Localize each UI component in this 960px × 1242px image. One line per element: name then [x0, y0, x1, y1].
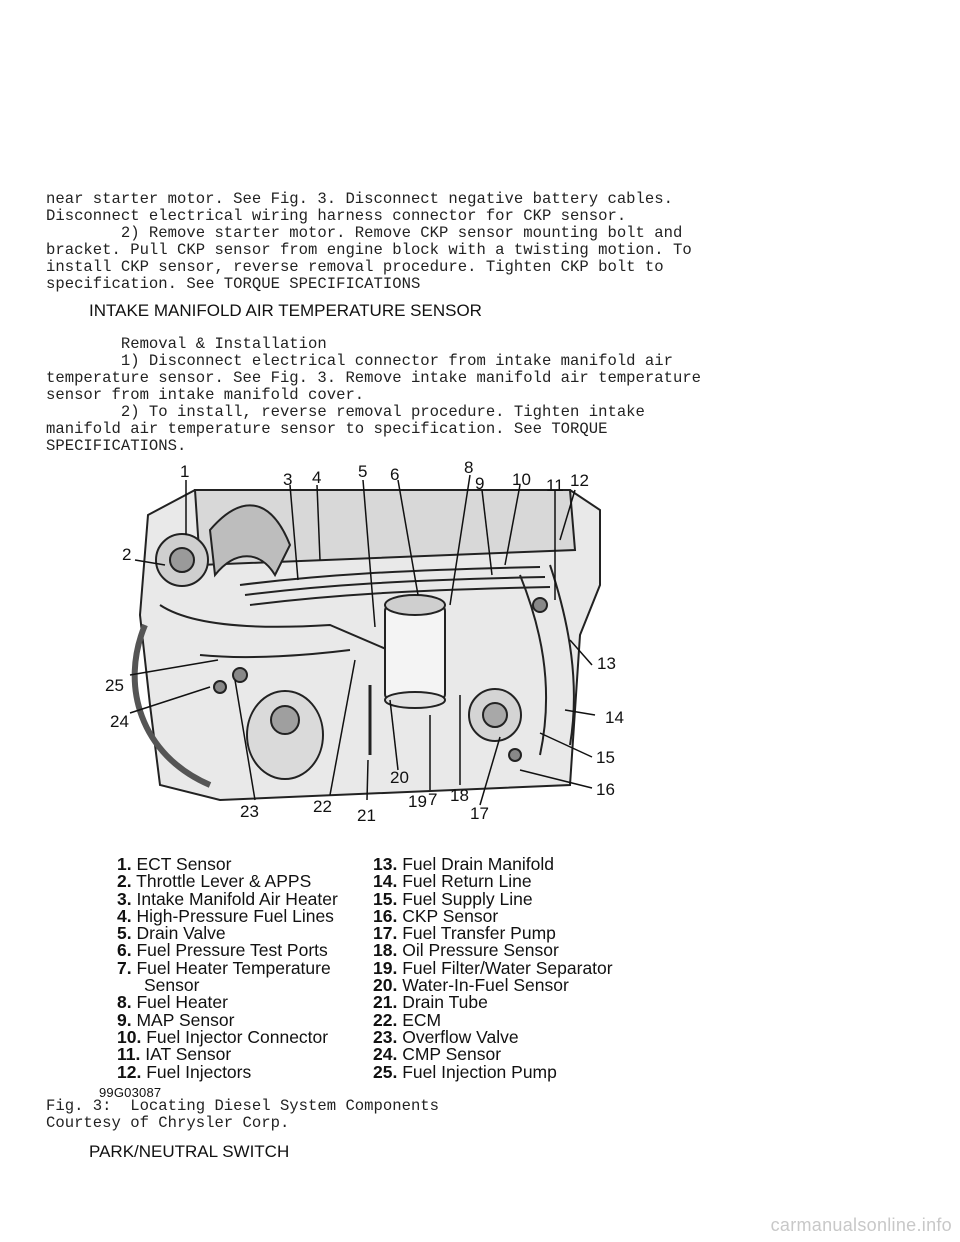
legend-item: 10. Fuel Injector Connector — [117, 1026, 329, 1047]
legend-item: 14. Fuel Return Line — [373, 871, 532, 892]
legend-item: 13. Fuel Drain Manifold — [373, 854, 554, 874]
legend-item: 6. Fuel Pressure Test Ports — [117, 940, 328, 961]
legend-item: 4. High-Pressure Fuel Lines — [117, 905, 334, 926]
legend-item: 15. Fuel Supply Line — [373, 888, 533, 909]
legend-item: 25. Fuel Injection Pump — [373, 1061, 557, 1082]
legend-item: 1. ECT Sensor — [117, 854, 232, 874]
legend-item: 24. CMP Sensor — [373, 1044, 502, 1065]
callout-25: 25 — [105, 676, 124, 695]
legend-item: 5. Drain Valve — [117, 923, 226, 944]
callout-3: 3 — [283, 470, 293, 489]
callout-14: 14 — [605, 708, 624, 727]
callout-13: 13 — [597, 654, 616, 673]
callout-24: 24 — [110, 712, 129, 731]
callout-12: 12 — [570, 471, 589, 490]
callout-17: 17 — [470, 804, 489, 823]
engine-component-illustration — [100, 455, 660, 831]
callout-15: 15 — [596, 748, 615, 767]
callout-21: 21 — [357, 806, 376, 825]
callout-18: 18 — [450, 786, 469, 805]
callout-10: 10 — [512, 470, 531, 489]
callout-22: 22 — [313, 797, 332, 816]
legend-item: Sensor — [144, 975, 200, 996]
legend-item: 3. Intake Manifold Air Heater — [117, 888, 338, 909]
callout-1: 1 — [180, 462, 190, 481]
callout-11: 11 — [546, 476, 564, 495]
callout-4: 4 — [312, 468, 322, 487]
watermark-text: carmanualsonline.info — [770, 1215, 952, 1235]
legend-column-left — [117, 856, 338, 1081]
body-paragraph-ckp: near starter motor. See Fig. 3. Disconnect negative battery cables. Disconnect electrical wiring harness connector for CKP sensor. 2) Remove starter motor. Remove CKP sensor mounting bolt and bracket. Pull CKP sensor from engine block with a twisting motion. To install CKP sensor, reverse removal procedure. Tighten CKP bolt to specification. See TORQUE SPECIFICATIONS — [46, 190, 692, 293]
callout-5: 5 — [358, 462, 368, 481]
callout-7: 7 — [428, 790, 438, 809]
callout-16: 16 — [596, 780, 615, 799]
legend-column-right — [373, 856, 613, 1081]
section-heading-park-neutral-switch: PARK/NEUTRAL SWITCH — [89, 1142, 290, 1161]
legend-item: 20. Water-In-Fuel Sensor — [373, 975, 569, 996]
legend-item: 11. IAT Sensor — [117, 1044, 232, 1065]
legend-item: 21. Drain Tube — [373, 992, 488, 1013]
legend-item: 16. CKP Sensor — [373, 905, 499, 926]
legend-item: 19. Fuel Filter/Water Separator — [373, 957, 613, 978]
figure-caption: Fig. 3: Locating Diesel System Components Courtesy of Chrysler Corp. — [46, 1097, 440, 1132]
legend-item: 12. Fuel Injectors — [117, 1061, 252, 1082]
legend-item: 9. MAP Sensor — [117, 1009, 235, 1030]
callout-9: 9 — [475, 474, 485, 493]
legend-item: 8. Fuel Heater — [117, 992, 228, 1013]
legend-item: 17. Fuel Transfer Pump — [373, 923, 556, 944]
legend-item: 2. Throttle Lever & APPS — [117, 871, 312, 892]
callout-6: 6 — [390, 465, 400, 484]
legend-item: 7. Fuel Heater Temperature — [117, 957, 331, 978]
callout-23: 23 — [240, 802, 259, 821]
legend-item: 23. Overflow Valve — [373, 1026, 519, 1047]
callout-19: 19 — [408, 792, 427, 811]
callout-2: 2 — [122, 545, 132, 564]
body-paragraph-iat-procedure: Removal & Installation 1) Disconnect electrical connector from intake manifold air temperature sensor. See Fig. 3. Remove intake manifold air temperature sensor from intake manifold cover. 2) To install, reverse removal procedure. Tighten intake manifold air temperature sensor to specification. See TORQUE SPECIFICATIONS. — [46, 335, 702, 455]
callout-20: 20 — [390, 768, 409, 787]
figure-id-label: 99G03087 — [99, 1085, 162, 1100]
callout-8: 8 — [464, 458, 474, 477]
legend-item: 18. Oil Pressure Sensor — [373, 940, 559, 961]
section-heading-iat-sensor: INTAKE MANIFOLD AIR TEMPERATURE SENSOR — [89, 301, 482, 320]
legend-item: 22. ECM — [373, 1009, 442, 1030]
